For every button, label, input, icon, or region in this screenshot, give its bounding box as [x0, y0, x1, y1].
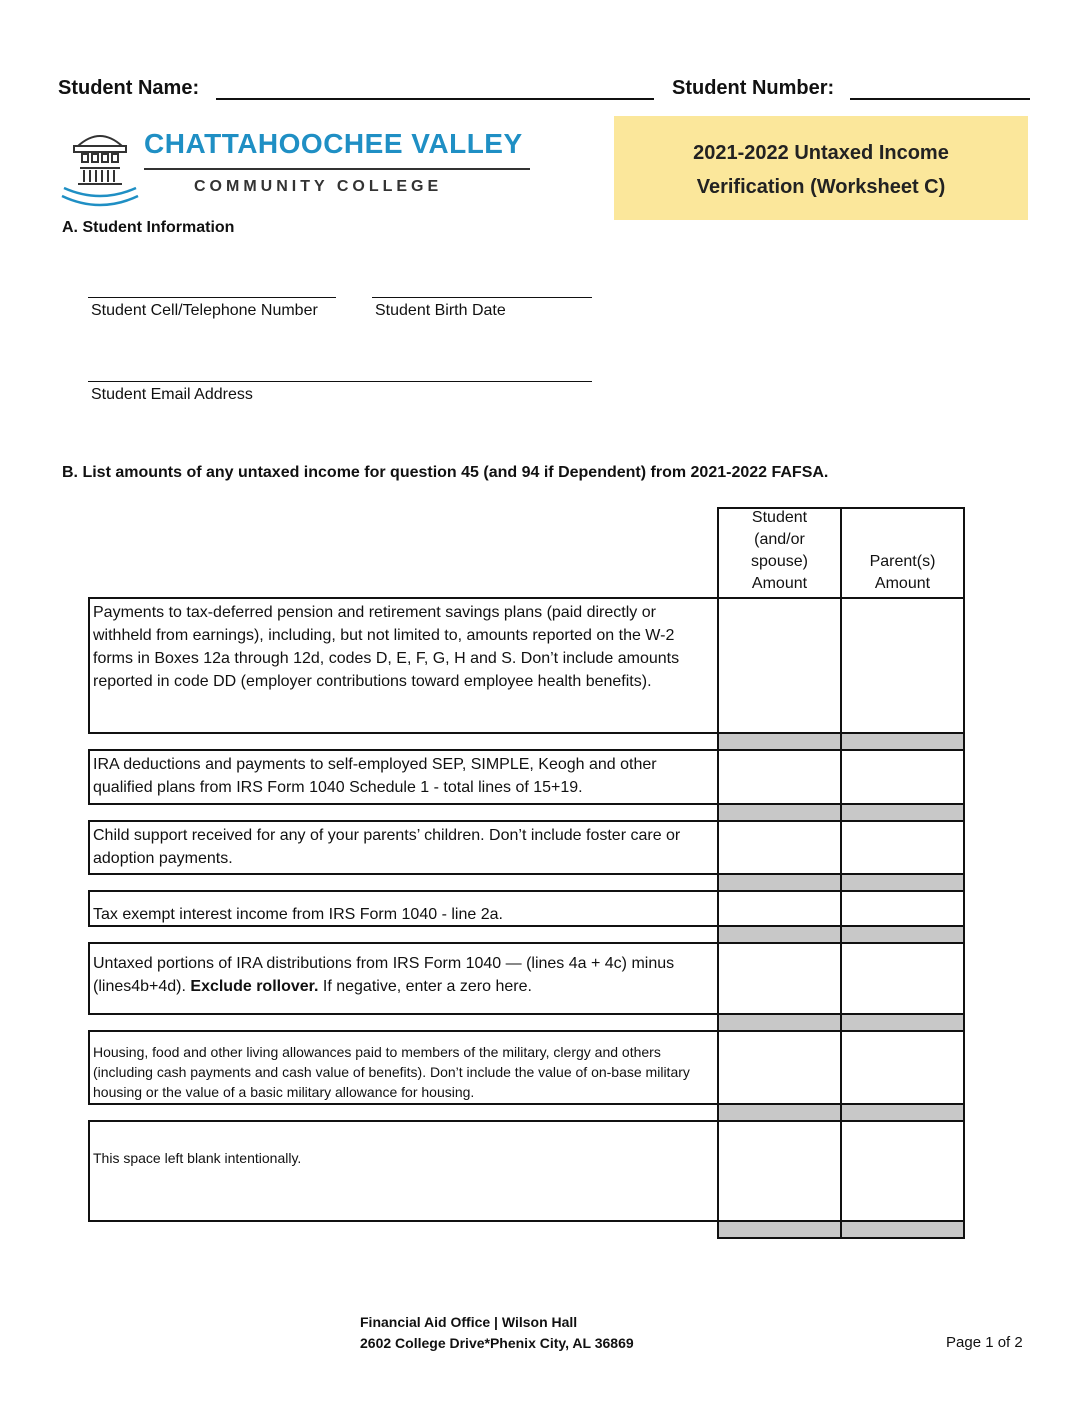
row-7-spacer-parent [840, 1220, 965, 1239]
row-1-student-amount[interactable] [717, 597, 842, 734]
title-line1: 2021-2022 Untaxed Income [693, 142, 949, 164]
row-4-description [88, 890, 719, 927]
student-name-label: Student Name: [58, 77, 200, 99]
row-5-description [88, 942, 719, 1015]
col-header-student [717, 507, 842, 599]
row-4-student-amount[interactable] [717, 890, 842, 927]
footer-address: 2602 College Drive*Phenix City, AL 36869 [360, 1335, 634, 1351]
section-b-heading: B. List amounts of any untaxed income for question 45 (and 94 if Dependent) from 2021-2022 FAFSA. [62, 464, 829, 481]
student-number-field[interactable] [850, 98, 1030, 100]
col-header-student-label: Student (and/or spouse) Amount [751, 509, 808, 592]
building-icon [60, 124, 140, 212]
row-6-student-amount[interactable] [717, 1030, 842, 1105]
row-7-student-amount[interactable] [717, 1120, 842, 1222]
row-4-text: Tax exempt interest income from IRS Form 1040 - line 2a. [93, 906, 503, 923]
college-logo [60, 124, 535, 214]
row-3-parent-amount[interactable] [840, 820, 965, 875]
row-1-parent-amount[interactable] [840, 597, 965, 734]
college-name-line2: COMMUNITY COLLEGE [194, 178, 443, 195]
row-5-parent-amount[interactable] [840, 942, 965, 1015]
row-2-student-amount[interactable] [717, 749, 842, 805]
row-5-text-a: Untaxed portions of IRA distributions from IRS Form 1040 — (lines 4a + 4c) minus (lines4b+4d). [93, 955, 675, 995]
row-5-student-amount[interactable] [717, 942, 842, 1015]
page-number: Page 1 of 2 [946, 1334, 1023, 1351]
row-2-description [88, 749, 719, 805]
college-name-line1: CHATTAHOOCHEE VALLEY [144, 128, 523, 159]
row-7-description [88, 1120, 719, 1222]
birth-date-label: Student Birth Date [375, 302, 506, 319]
col-header-parent [840, 507, 965, 599]
col-header-parent-label: Parent(s) Amount [869, 553, 936, 592]
row-7-parent-amount[interactable] [840, 1120, 965, 1222]
row-5-text-c: If negative, enter a zero here. [318, 978, 532, 995]
phone-field[interactable] [88, 297, 336, 298]
logo-rule [144, 168, 530, 170]
row-6-text: Housing, food and other living allowances paid to members of the military, clergy and others (including cash payments and cash value of benefits). Don’t include the value of on-base military housing or the value of a basic military allowance for housing. [93, 1044, 690, 1100]
student-name-field[interactable] [216, 98, 654, 100]
row-6-description [88, 1030, 719, 1105]
row-6-parent-amount[interactable] [840, 1030, 965, 1105]
row-1-text: Payments to tax-deferred pension and retirement savings plans (paid directly or withheld from earnings), including, but not limited to, amounts reported on the W-2 forms in Boxes 12a through 12d, codes D, E, F, G, H and S. Don’t include amounts reported in code DD (employer contributions toward employee health benefits). [93, 604, 680, 690]
student-number-label: Student Number: [672, 77, 835, 99]
title-line2: Verification (Worksheet C) [696, 176, 946, 198]
row-3-text: Child support received for any of your parents’ children. Don’t include foster care or adoption payments. [93, 827, 681, 867]
email-label: Student Email Address [91, 386, 253, 403]
row-1-description [88, 597, 719, 734]
birth-date-field[interactable] [372, 297, 592, 298]
row-3-description [88, 820, 719, 875]
row-4-parent-amount[interactable] [840, 890, 965, 927]
row-5-text-bold: Exclude rollover. [190, 978, 319, 995]
section-a-heading: A. Student Information [62, 219, 235, 236]
row-2-parent-amount[interactable] [840, 749, 965, 805]
row-3-student-amount[interactable] [717, 820, 842, 875]
footer-office: Financial Aid Office | Wilson Hall [360, 1314, 578, 1330]
phone-label: Student Cell/Telephone Number [91, 302, 318, 319]
row-7-text: This space left blank intentionally. [93, 1150, 302, 1166]
row-2-text: IRA deductions and payments to self-employed SEP, SIMPLE, Keogh and other qualified plans from IRS Form 1040 Schedule 1 - total lines of 15+19. [93, 756, 657, 796]
title-box [614, 116, 1028, 220]
email-field[interactable] [88, 381, 592, 382]
row-7-spacer-student [717, 1220, 842, 1239]
